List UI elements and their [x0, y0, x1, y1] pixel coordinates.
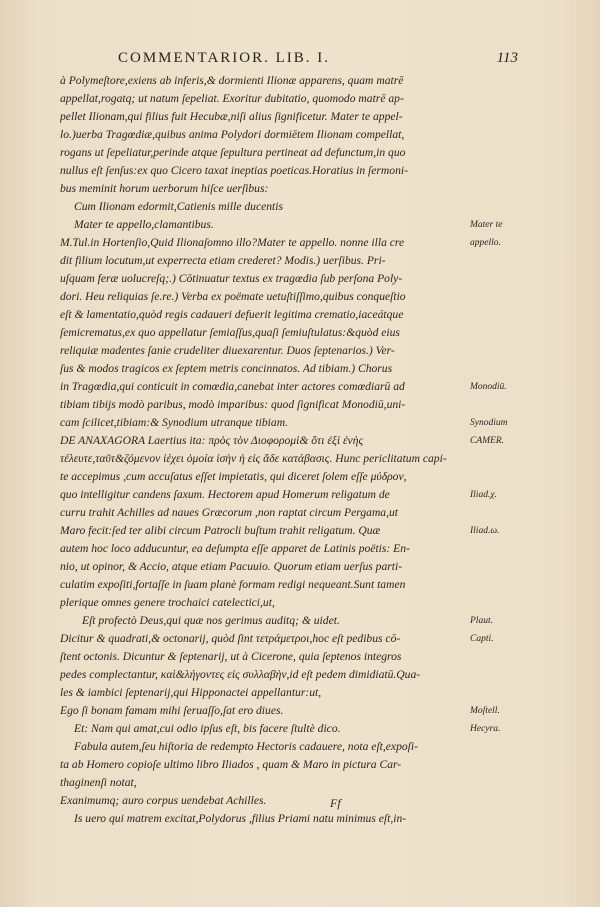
text-line: Maro fecit:ſed ter alibi circum Patrocli buſtum trahit religatum. Quæ: [60, 524, 381, 537]
text-line: τέλευτε,ταῦτ&ζόμενον ἰέχει ὁμοία ἰσὴν ἡ εἰς ἅδε κατάβασις. Hunc periclitatum capi-: [60, 452, 447, 465]
text-line: ſemicrematus,ex quo appellatur ſemiaſſus,quaſi ſemiuſtulatus:&quòd eius: [60, 326, 400, 339]
margin-note: appello.: [470, 238, 501, 248]
text-line: Et: Nam qui amat,cui odio ipſus eſt, bis facere ſtultè dico.: [74, 722, 341, 735]
page-number: 113: [496, 50, 518, 66]
margin-note: Capti.: [470, 634, 494, 644]
text-line: appellat,rogatq; ut natum ſepeliat. Exoritur dubitatio, quomodo matrē ap-: [60, 92, 404, 105]
text-line: ſus & modos tragicos ex ſeptem metris concinnatos. Ad tibiam.) Chorus: [60, 362, 393, 375]
margin-note: Monodiū.: [470, 382, 507, 392]
margin-note: Iliad.ω.: [470, 526, 500, 536]
text-line: plerique omnes genere trochaici catelectici,ut,: [60, 596, 275, 609]
text-line: Eſt profectò Deus,qui quæ nos gerimus auditq; & uidet.: [82, 614, 340, 627]
text-line: pedes complectantur, καὶ&λήγοντες εἰς συλλαβὴν,id eſt pedem dimidiatū.Qua-: [60, 668, 421, 681]
page-header: [118, 50, 518, 72]
text-line: Mater te appello,clamantibus.: [74, 218, 214, 231]
text-line: Ego ſi bonam famam mihi ſeruaſſo,ſat ero diues.: [60, 704, 284, 717]
text-line: rogans ut ſepeliatur,perinde atque ſepultura pertineat ad defunctum,in quo: [60, 146, 406, 159]
text-line: Dicitur & quadrati,& octonarij, quòd ſint τετράμετροι,hoc eſt pedibus cō-: [60, 632, 401, 645]
text-line: nullus eſt ſenſus:ex quo Cicero taxat ineptias poeticas.Horatius in ſermoni-: [60, 164, 408, 177]
text-line: à Polymeſtore,exiens ab inferis,& dormienti Ilionæ apparens, quam matrē: [60, 74, 404, 87]
text-line: les & iambici ſeptenarij,qui Hipponactei appellantur:ut,: [60, 686, 322, 699]
running-title: COMMENTARIOR. LIB. I.: [118, 50, 331, 66]
margin-note: Mater te: [470, 220, 503, 230]
text-line: autem hoc loco adducuntur, ea deſumpta eſſe apparet de Latinis poëtis: En-: [60, 542, 410, 555]
margin-note: CAMER.: [470, 436, 505, 446]
text-line: Is uero qui matrem excitat,Polydorus ,filius Priami natu minimus eſt,in-: [74, 812, 407, 825]
text-line: in Tragœdia,qui conticuit in comœdia,canebat inter actores comœdiarū ad: [60, 380, 405, 393]
text-line: bus meminit horum uerborum hiſce uerſibus:: [60, 182, 269, 195]
text-line: M.Tul.in Hortenſio,Quid Ilionaſomno illo?Mater te appello. nonne illa cre: [60, 236, 405, 249]
margin-note: Moſtell.: [470, 706, 500, 716]
text-line: pellet Ilionam,qui filius fuit Hecubæ,niſi alius ſignificetur. Mater te appel-: [60, 110, 403, 123]
text-line: dit filium locutum,ut experrecta etiam crederet? Modis.) uerſibus. Pri-: [60, 254, 386, 267]
text-line: DE ANAXAGORA Laertius ita: πρὸς τὸν Διοφορομὶ& ὅτι ἐξὶ ἐνὴς: [60, 434, 364, 447]
text-line: lo.)uerba Tragœdiæ,quibus anima Polydori dormiētem Ilionam compellat,: [60, 128, 405, 141]
text-line: Exanimumq; auro corpus uendebat Achilles.: [60, 794, 267, 807]
commentary-text: [60, 72, 465, 828]
text-line: uſquam feræ uolucreſq;.) Cōtinuatur textus ex tragœdia ſub perſona Poly-: [60, 272, 403, 285]
text-line: dori. Heu reliquias ſe.re.) Verba ex poëmate uetuſtiſſimo,quibus conqueſtio: [60, 290, 406, 303]
text-line: quo intelligitur candens ſaxum. Hectorem apud Homerum religatum de: [60, 488, 390, 501]
text-line: ſtent octonis. Dicuntur & ſeptenarij, ut à Cicerone, quia ſeptenos integros: [60, 650, 402, 663]
text-line: curru trahit Achilles ad naues Græcorum ,non raptat circum Pergama,ut: [60, 506, 399, 519]
margin-note: Iliad.χ.: [470, 490, 497, 500]
text-line: reliquiæ madentes ſanie crudeliter diuexarentur. Duos ſeptenarios.) Ver-: [60, 344, 395, 357]
text-line: tibiam tibijs modò paribus, modò imparibus: quod ſignificat Monodiū,uni-: [60, 398, 406, 411]
text-line: eſt & lamentatio,quòd regis cadaueri defuerit legitima crematio,iaceátque: [60, 308, 404, 321]
text-line: thaginenſi notat,: [60, 776, 137, 789]
text-line: Fabula autem,ſeu hiſtoria de redempto Hectoris cadauere, nota eſt,expoſi-: [74, 740, 418, 753]
text-line: Cum Ilionam edormit,Catienis mille ducentis: [74, 200, 283, 213]
margin-note: Plaut.: [470, 616, 493, 626]
text-line: te accepimus ,cum accuſatus eſſet impietatis, qui diceret ſolem eſſe μύδρον,: [60, 470, 407, 483]
text-line: culatim expoſiti,fortaſſe in ſuam planè formam redigi nequeant.Sunt tamen: [60, 578, 406, 591]
margin-note: Hecyra.: [470, 724, 501, 734]
text-line: ta ab Homero copioſe ultimo libro Iliados , quam & Maro in pictura Car-: [60, 758, 402, 771]
signature-mark: Ff: [330, 796, 341, 810]
margin-note: Synodium: [470, 418, 508, 428]
text-line: nio, ut opinor, & Accio, atque etiam Pacuuio. Quorum etiam uerſus parti-: [60, 560, 403, 573]
text-line: cam ſcilicet,tibiam:& Synodium utranque tibiam.: [60, 416, 288, 429]
